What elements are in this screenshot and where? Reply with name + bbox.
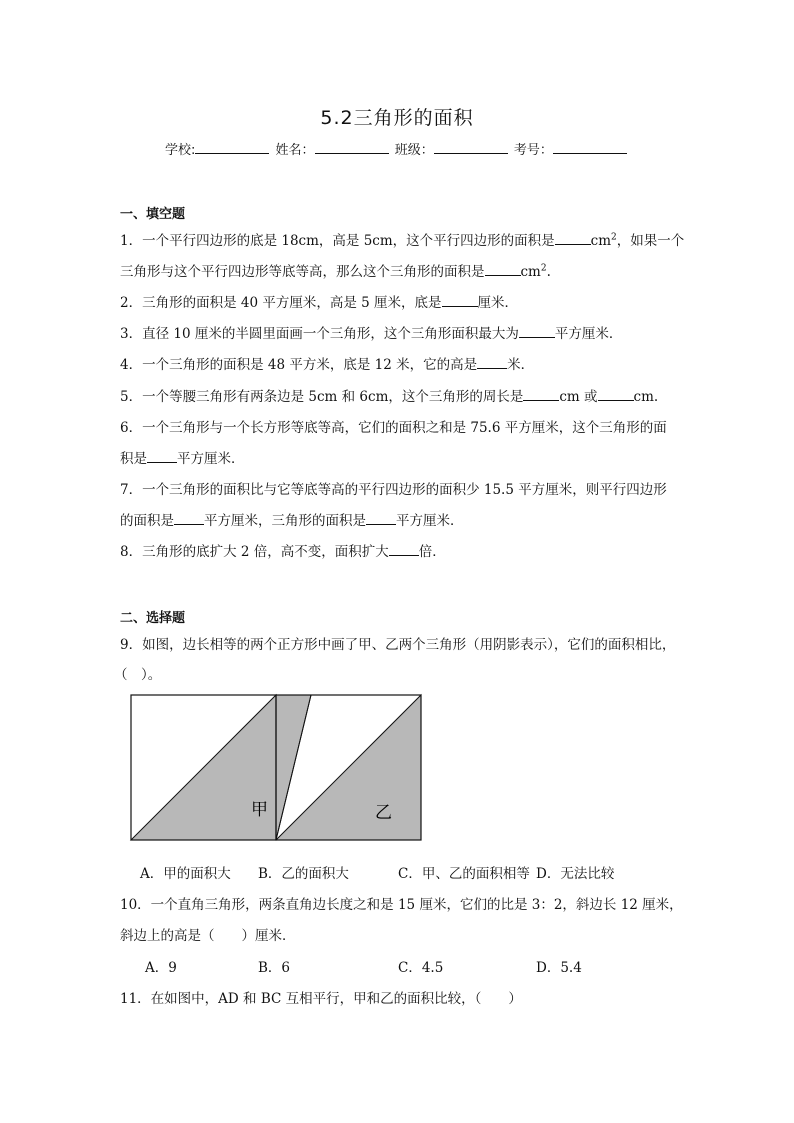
- q9-option-d[interactable]: D．无法比较: [536, 866, 615, 882]
- q10-text-b: 斜边上的高是（ ）厘米．: [120, 928, 296, 944]
- q1-unit-1: cm: [590, 233, 612, 249]
- q10-option-a[interactable]: A．9: [145, 960, 177, 976]
- section-fill-in-heading: 一、填空题: [120, 207, 186, 222]
- question-5: [120, 385, 658, 405]
- q10-option-d[interactable]: D．5.4: [536, 960, 582, 976]
- q8-text-b: 倍．: [418, 544, 446, 560]
- student-info-line: [165, 139, 629, 158]
- class-blank[interactable]: [434, 140, 508, 154]
- q7-text-d: 平方厘米．: [396, 513, 464, 529]
- q5-text-b: cm 或: [559, 389, 598, 405]
- q1-unit-2: cm: [520, 264, 541, 280]
- q1-text-f: .: [546, 264, 551, 280]
- name-blank[interactable]: [315, 140, 389, 154]
- label-yi: 乙: [375, 803, 392, 823]
- q5-text-a: 5．一个等腰三角形有两条边是 5cm 和 6cm，这个三角形的周长是: [120, 389, 524, 405]
- exam-no-blank[interactable]: [553, 140, 627, 154]
- question-11: [120, 987, 522, 1007]
- q1-text-a: 1．一个平行四边形的底是 18cm，高是 5cm，这个平行四边形的面积是: [120, 233, 555, 249]
- school-label: 学校:: [165, 143, 196, 158]
- q2-blank[interactable]: [442, 294, 478, 307]
- q9-text-a: 9．如图，边长相等的两个正方形中画了甲、乙两个三角形（用阴影表示），它们的面积相比，: [120, 637, 676, 653]
- question-6-line-2: [120, 447, 245, 467]
- q6-text-c: 平方厘米．: [177, 451, 245, 467]
- question-10-line-2: [120, 924, 296, 944]
- q10-option-b[interactable]: B．6: [258, 960, 291, 976]
- question-1-line-2: [120, 260, 551, 280]
- q1-text-d: 三角形与这个平行四边形等底等高，那么这个三角形的面积是: [120, 264, 485, 280]
- q2-text-a: 2．三角形的面积是 40 平方厘米，高是 5 厘米，底是: [120, 295, 442, 311]
- q4-text-a: 4．一个三角形的面积是 48 平方米，底是 12 米，它的高是: [120, 357, 478, 373]
- question-9-line-1: [120, 633, 675, 653]
- q1-text-c: ，如果一个: [616, 233, 685, 249]
- q10-option-c[interactable]: C．4.5: [398, 960, 444, 976]
- q1-unit-2-sup: 2: [540, 263, 547, 274]
- q3-text-a: 3．直径 10 厘米的半圆里面画一个三角形，这个三角形面积最大为: [120, 326, 519, 342]
- squares-triangles-figure: [125, 690, 430, 850]
- question-9-line-2: [114, 663, 161, 683]
- q8-blank[interactable]: [389, 543, 419, 556]
- q9-option-b[interactable]: B．乙的面积大: [258, 866, 349, 882]
- q2-text-b: 厘米．: [477, 295, 519, 311]
- question-1-line-1: [120, 229, 684, 249]
- q1-blank-2[interactable]: [485, 263, 521, 276]
- q1-unit-1-sup: 2: [611, 232, 617, 243]
- q10-text-a: 10．一个直角三角形，两条直角边长度之和是 15 厘米，它们的比是 3：2，斜边长 12 厘米，: [120, 897, 683, 913]
- q7-text-c: 平方厘米，三角形的面积是: [204, 513, 366, 529]
- class-label: 班级：: [394, 143, 434, 158]
- question-6-line-1: [120, 416, 667, 436]
- q3-text-b: 平方厘米．: [554, 326, 623, 342]
- question-4: [120, 353, 534, 373]
- q4-blank[interactable]: [477, 356, 507, 369]
- question-8: [120, 540, 446, 560]
- question-7-line-1: [120, 478, 667, 498]
- label-jia: 甲: [251, 800, 268, 820]
- q7-blank-2[interactable]: [366, 512, 396, 525]
- question-7-line-2: [120, 509, 464, 529]
- q1-blank-1[interactable]: [555, 232, 591, 245]
- page-title: 5.2三角形的面积: [320, 107, 474, 129]
- q9-text-b: （ ）。: [114, 667, 162, 683]
- q9-option-a[interactable]: A．甲的面积大: [140, 866, 231, 882]
- q9-option-c[interactable]: C．甲、乙的面积相等: [398, 866, 530, 882]
- q5-blank-2[interactable]: [598, 388, 634, 401]
- q7-text-b: 的面积是: [120, 513, 174, 529]
- q11-text-a: 11．在如图中，AD 和 BC 互相平行，甲和乙的面积比较，（ ）: [120, 991, 522, 1007]
- school-blank[interactable]: [195, 140, 269, 154]
- name-label: 姓名：: [275, 143, 315, 158]
- question-3: [120, 322, 622, 342]
- q7-text-a: 7．一个三角形的面积比与它等底等高的平行四边形的面积少 15.5 平方厘米，则平行四边形: [120, 482, 667, 498]
- q5-blank-1[interactable]: [523, 388, 559, 401]
- q5-text-c: cm.: [633, 389, 659, 405]
- q4-text-b: 米．: [507, 357, 535, 373]
- q6-blank[interactable]: [147, 450, 177, 463]
- q6-text-a: 6．一个三角形与一个长方形等底等高，它们的面积之和是 75.6 平方厘米，这个三角形的面: [120, 420, 667, 436]
- question-10-line-1: [120, 893, 683, 913]
- q6-text-b: 积是: [120, 451, 147, 467]
- question-2: [120, 291, 518, 311]
- exam-no-label: 考号：: [513, 143, 553, 158]
- section-choice-heading: 二、选择题: [120, 611, 186, 626]
- q7-blank-1[interactable]: [174, 512, 204, 525]
- q3-blank[interactable]: [519, 325, 555, 338]
- q8-text-a: 8．三角形的底扩大 2 倍，高不变，面积扩大: [120, 544, 389, 560]
